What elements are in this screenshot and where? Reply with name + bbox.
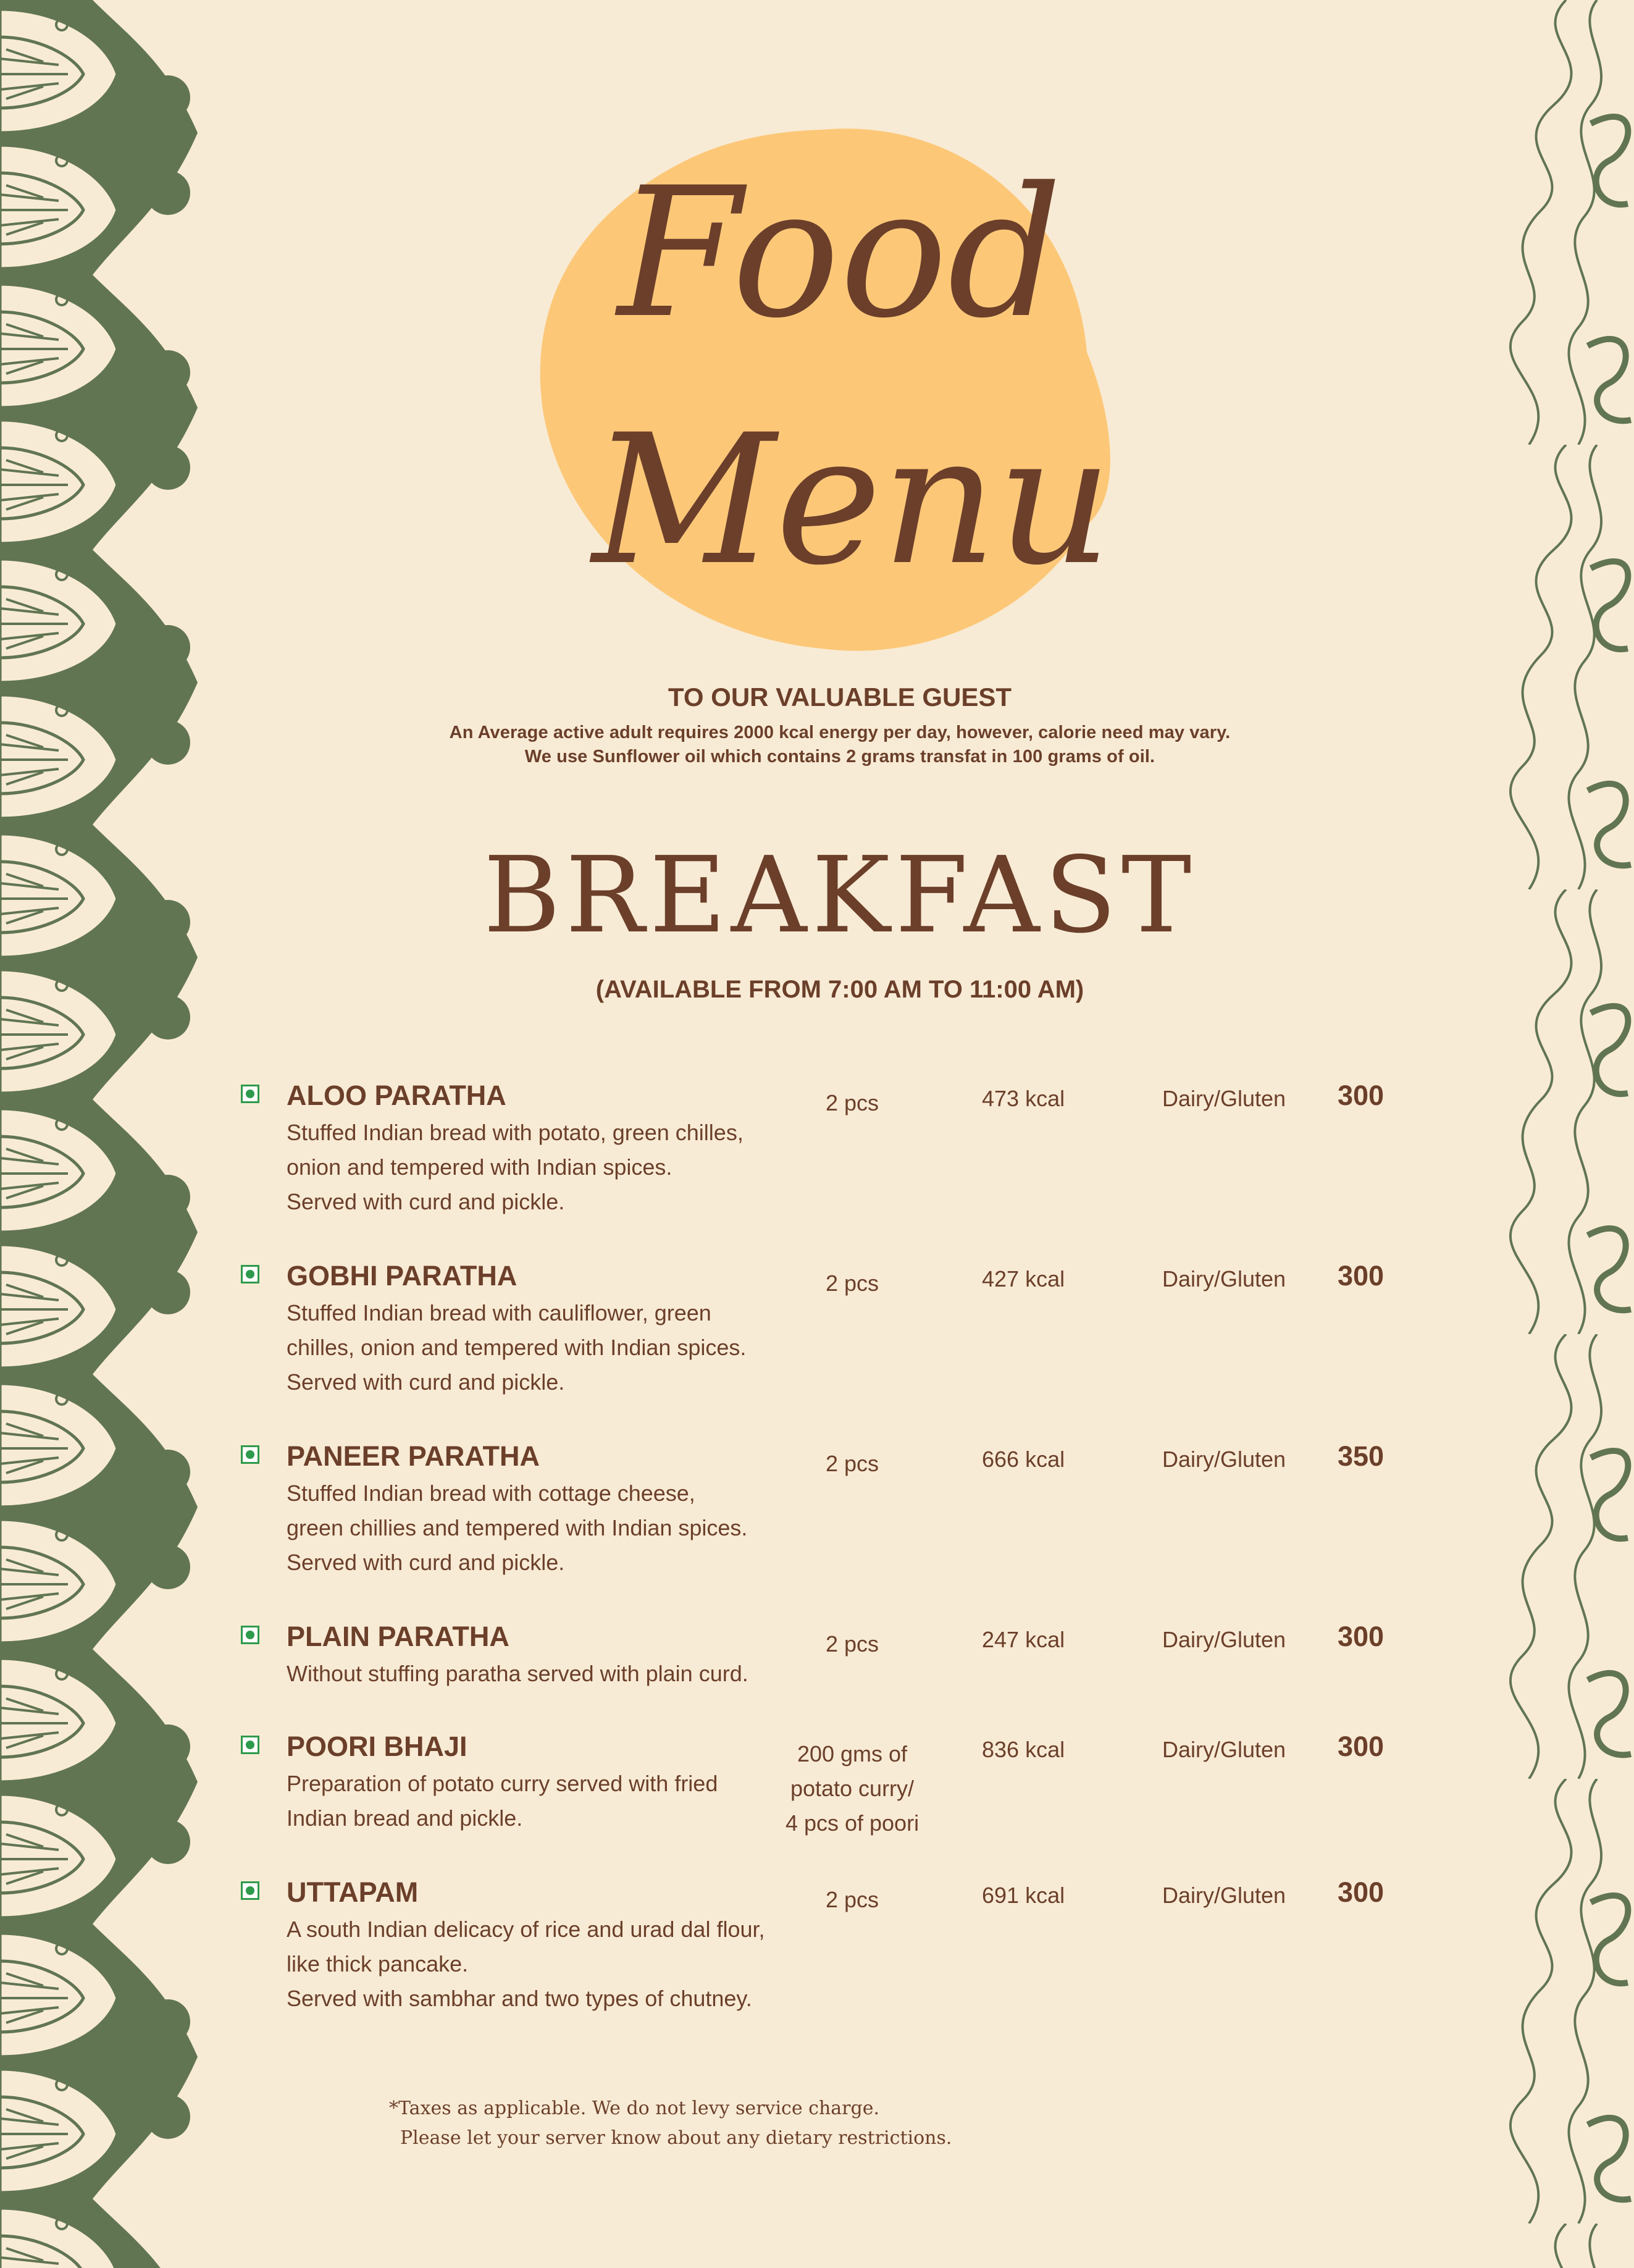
item-name: UTTAPAM: [287, 1876, 419, 1908]
item-description: Preparation of potato curry served with fried Indian bread and pickle.: [287, 1771, 718, 1831]
item-price: 350: [1338, 1440, 1385, 1472]
footnote-dietary: Please let your server know about any dietary restrictions.: [400, 2127, 952, 2149]
item-name: GOBHI PARATHA: [287, 1260, 517, 1292]
veg-icon: [241, 1445, 259, 1464]
item-calories: 691 kcal: [982, 1883, 1065, 1908]
item-description: Stuffed Indian bread with cottage cheese, green chillies and tempered with Indian spices. Served with curd and pickle.: [287, 1480, 748, 1575]
left-floral-border: [0, 0, 204, 2268]
section-title: BREAKFAST: [483, 834, 1197, 957]
item-allergens: Dairy/Gluten: [1162, 1086, 1286, 1111]
item-allergens: Dairy/Gluten: [1162, 1447, 1286, 1472]
right-swirl-border: [1455, 0, 1634, 2268]
item-quantity: 2 pcs: [825, 1631, 879, 1657]
item-calories: 473 kcal: [982, 1086, 1065, 1111]
item-price: 300: [1338, 1080, 1385, 1111]
guest-notice-line-1: An Average active adult requires 2000 kcal energy per day, however, calorie need may vary.: [449, 723, 1231, 742]
veg-icon: [241, 1881, 259, 1900]
veg-icon: [241, 1626, 259, 1644]
item-calories: 836 kcal: [982, 1737, 1065, 1762]
footnote: [389, 2094, 952, 2153]
availability-note: (AVAILABLE FROM 7:00 AM TO 11:00 AM): [595, 976, 1084, 1003]
footnote-taxes: *Taxes as applicable. We do not levy service charge.: [389, 2098, 879, 2119]
item-calories: 427 kcal: [982, 1266, 1065, 1292]
veg-icon: [241, 1736, 259, 1754]
item-quantity: 2 pcs: [825, 1451, 879, 1476]
title-line-1: Food: [617, 149, 1063, 358]
item-name: POORI BHAJI: [287, 1731, 467, 1762]
item-calories: 666 kcal: [982, 1447, 1065, 1472]
item-quantity: 200 gms of potato curry/ 4 pcs of poori: [785, 1741, 920, 1836]
item-name: PLAIN PARATHA: [287, 1621, 509, 1652]
item-description: Without stuffing paratha served with plain curd.: [287, 1661, 748, 1686]
item-allergens: Dairy/Gluten: [1162, 1627, 1286, 1652]
item-price: 300: [1338, 1876, 1385, 1908]
item-calories: 247 kcal: [982, 1627, 1065, 1652]
item-description: Stuffed Indian bread with cauliflower, green chilles, onion and tempered with Indian spices. Served with curd and pickle.: [287, 1300, 747, 1395]
veg-icon: [241, 1265, 259, 1283]
veg-icon: [241, 1085, 259, 1103]
item-allergens: Dairy/Gluten: [1162, 1266, 1286, 1292]
item-name: ALOO PARATHA: [287, 1080, 506, 1111]
title-line-2: Menu: [592, 397, 1113, 605]
item-price: 300: [1338, 1621, 1385, 1652]
item-price: 300: [1338, 1731, 1385, 1762]
item-quantity: 2 pcs: [825, 1090, 879, 1115]
guest-notice-line-2: We use Sunflower oil which contains 2 grams transfat in 100 grams of oil.: [524, 747, 1155, 766]
item-description: A south Indian delicacy of rice and urad dal flour, like thick pancake. Served with sambhar and two types of chutney.: [287, 1917, 765, 2011]
item-allergens: Dairy/Gluten: [1162, 1883, 1286, 1908]
item-quantity: 2 pcs: [825, 1270, 879, 1296]
item-price: 300: [1338, 1260, 1385, 1292]
item-quantity: 2 pcs: [825, 1887, 879, 1912]
item-description: Stuffed Indian bread with potato, green chilles, onion and tempered with Indian spices. Served with curd and pickle.: [287, 1120, 744, 1214]
item-allergens: Dairy/Gluten: [1162, 1737, 1286, 1762]
item-name: PANEER PARATHA: [287, 1440, 540, 1472]
menu-title-block: [531, 93, 1161, 686]
title-circle-art: [531, 93, 1161, 686]
guest-notice-title: TO OUR VALUABLE GUEST: [668, 682, 1012, 712]
